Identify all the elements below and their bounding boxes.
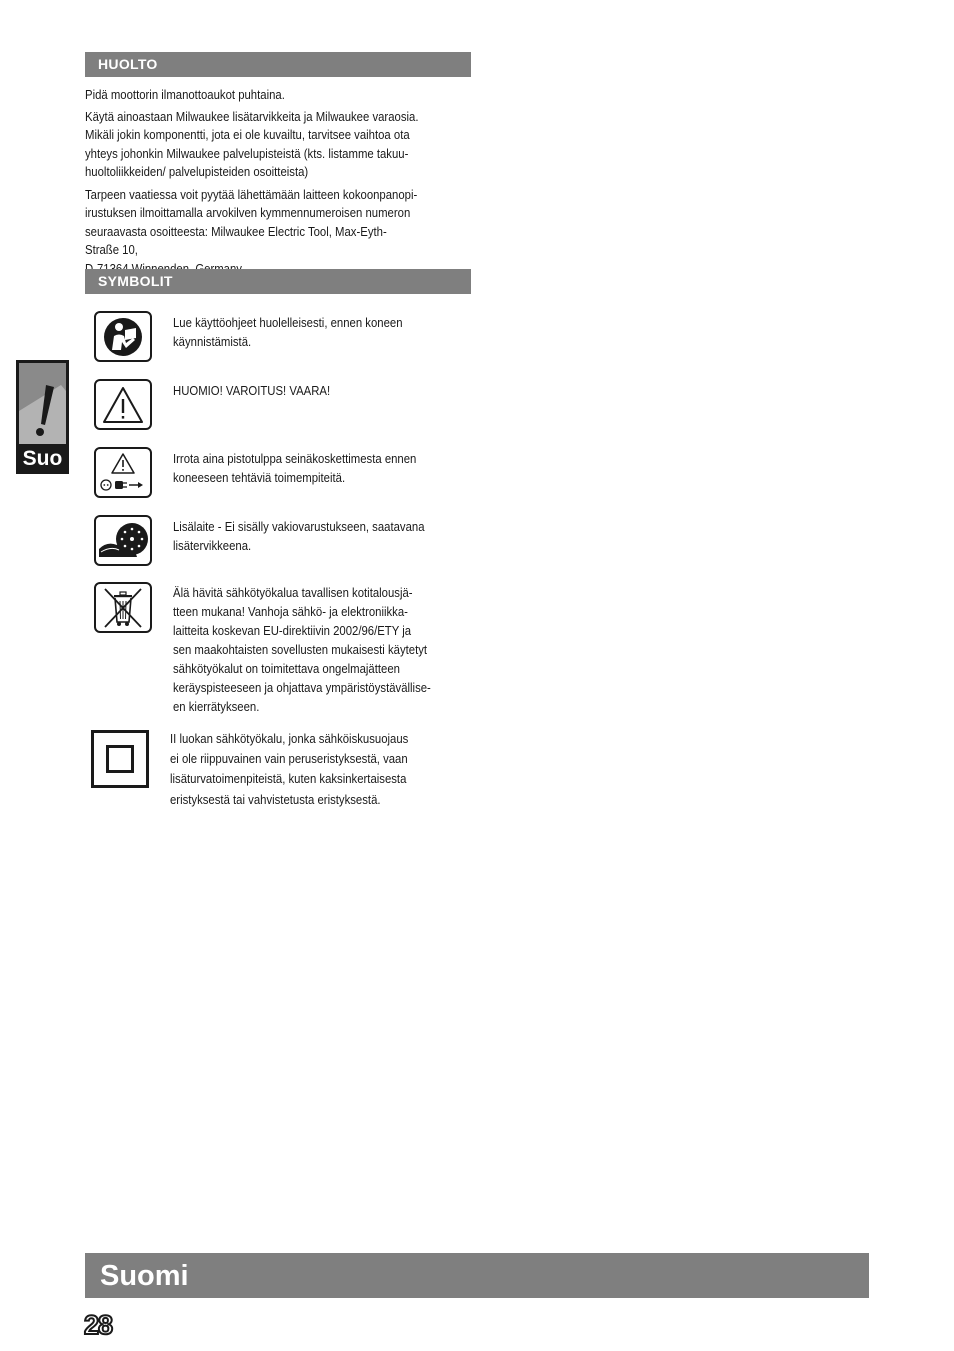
huolto-paragraph-2: Käytä ainoastaan Milwaukee lisätarvikkeita ja Milwaukee varaosia. Mikäli jokin komponentti, jota ei ole kuvailtu, tarvitsee vaihtoa ota yhteys johonkin Milwaukee palvelupisteistä (kts. listamme takuu- huoltoliikkeiden/ palvelupisteiden osoitteista) bbox=[85, 109, 419, 180]
symbol-text: Älä hävitä sähkötyökalua tavallisen kotitalousjä- tteen mukana! Vanhoja sähkö- ja elektroniikka- laitteita koskevan EU-direktiivin 2002/96/ETY ja sen maakohtaisten sovellusten mukaisesti käytetyt sähkötyökalut on toimitettava ongelmajätteen keräyspisteeseen ja ohjattava ympäristöystävällise- en kierrätykseen. bbox=[173, 585, 431, 714]
section-header-huolto: HUOLTO bbox=[85, 52, 471, 77]
symbol-text: Lisälaite - Ei sisälly vakiovarustukseen, saatavana lisätervikkeena. bbox=[173, 519, 425, 553]
section-header-symbolit: SYMBOLIT bbox=[85, 269, 471, 294]
symbol-text: HUOMIO! VAROITUS! VAARA! bbox=[173, 383, 331, 398]
read-manual-icon bbox=[94, 311, 152, 362]
footer-language-bar: Suomi bbox=[85, 1253, 869, 1298]
weee-crossed-bin-icon bbox=[94, 582, 152, 633]
accessory-sanding-disc-icon bbox=[94, 515, 152, 566]
side-tab-label: Suo bbox=[22, 447, 63, 470]
page-number: 28 bbox=[84, 1310, 113, 1340]
huolto-paragraph-3: Tarpeen vaatiessa voit pyytää lähettämään laitteen kokoonpanopi- irustuksen ilmoittamalla arvokilven kymmennumeroisen numeron seuraavasta osoitteesta: Milwaukee Electric Tool, Max-Eyth-Straße 10, bbox=[85, 187, 418, 258]
exclamation-icon bbox=[19, 363, 66, 444]
unplug-warning-icon bbox=[94, 447, 152, 498]
symbol-text: Irrota aina pistotulppa seinäkoskettimesta ennen koneeseen tehtäviä toimempiteitä. bbox=[173, 451, 417, 485]
language-side-tab bbox=[16, 360, 69, 474]
warning-triangle-icon bbox=[94, 379, 152, 430]
symbol-text: II luokan sähkötyökalu, jonka sähköiskusuojaus ei ole riippuvainen vain peruseristyksestä, vaan lisäturvatoimenpiteistä, kuten kaksinkertaisesta eristyksestä tai vahvistetusta eristyksestä. bbox=[170, 731, 409, 807]
class-ii-double-square-icon bbox=[91, 730, 149, 788]
symbol-text: Lue käyttöohjeet huolelleisesti, ennen koneen käynnistämistä. bbox=[173, 315, 403, 349]
huolto-paragraph-1: Pidä moottorin ilmanottoaukot puhtaina. bbox=[85, 87, 285, 102]
